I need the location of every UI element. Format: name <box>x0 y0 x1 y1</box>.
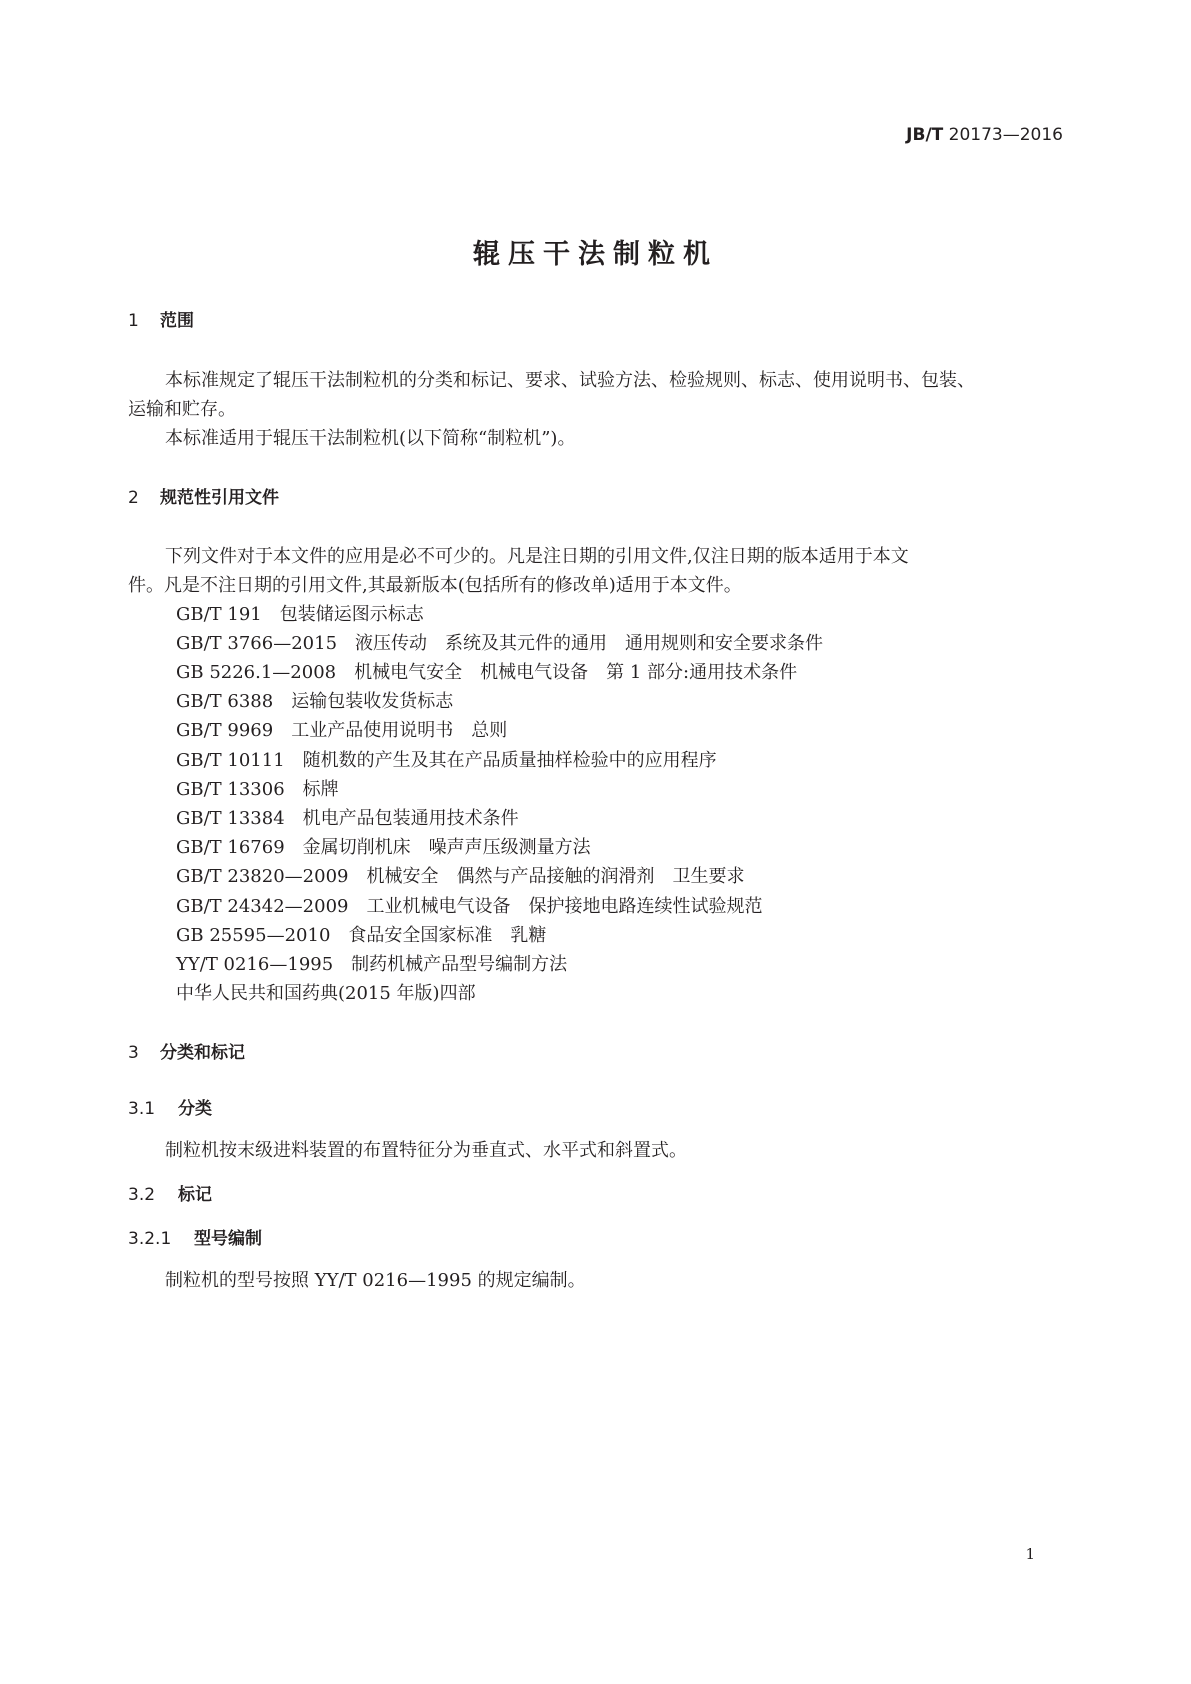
section-2-heading <box>128 483 279 508</box>
reference-item: GB/T 16769 金属切削机床 噪声声压级测量方法 <box>176 837 591 858</box>
reference-item: GB 5226.1—2008 机械电气安全 机械电气设备 第 1 部分:通用技术条件 <box>176 662 798 683</box>
section-1-para-1-line-2: 运输和贮存。 <box>128 399 236 420</box>
reference-item: GB/T 24342—2009 工业机械电气设备 保护接地电路连续性试验规范 <box>176 896 763 917</box>
section-2-intro-line-2: 件。凡是不注日期的引用文件,其最新版本(包括所有的修改单)适用于本文件。 <box>128 575 742 596</box>
reference-item: GB/T 6388 运输包装收发货标志 <box>176 691 454 712</box>
reference-item: GB/T 191 包装储运图示标志 <box>176 604 424 625</box>
section-1-title: 范围 <box>160 311 194 331</box>
section-3-2-heading <box>128 1180 212 1205</box>
section-3-2-1-heading <box>128 1224 262 1249</box>
section-2-title: 规范性引用文件 <box>160 488 279 508</box>
reference-item: GB/T 3766—2015 液压传动 系统及其元件的通用 通用规则和安全要求条件 <box>176 633 824 654</box>
reference-item: GB/T 23820—2009 机械安全 偶然与产品接触的润滑剂 卫生要求 <box>176 866 745 887</box>
section-1-number: 1 <box>128 311 139 331</box>
reference-item: GB/T 13306 标牌 <box>176 779 339 800</box>
standard-prefix: JB/T <box>906 125 944 145</box>
section-3-heading <box>128 1038 245 1063</box>
section-3-number: 3 <box>128 1043 139 1063</box>
document-title: 辊压干法制粒机 <box>473 239 718 270</box>
section-3-2-1-number: 3.2.1 <box>128 1229 172 1249</box>
section-3-title: 分类和标记 <box>160 1043 245 1063</box>
reference-item: GB/T 9969 工业产品使用说明书 总则 <box>176 720 508 741</box>
section-3-1-number: 3.1 <box>128 1099 156 1119</box>
section-2-intro-line-1: 下列文件对于本文件的应用是必不可少的。凡是注日期的引用文件,仅注日期的版本适用于本文 <box>165 546 909 567</box>
reference-item: 中华人民共和国药典(2015 年版)四部 <box>176 983 476 1004</box>
section-1-para-1-line-1: 本标准规定了辊压干法制粒机的分类和标记、要求、试验方法、检验规则、标志、使用说明书、包装、 <box>165 370 975 391</box>
reference-item: GB/T 10111 随机数的产生及其在产品质量抽样检验中的应用程序 <box>176 750 717 771</box>
standard-number: 20173—2016 <box>948 125 1063 145</box>
reference-item: YY/T 0216—1995 制药机械产品型号编制方法 <box>176 954 568 975</box>
section-3-2-1-title: 型号编制 <box>194 1229 262 1249</box>
page-number: 1 <box>1025 1545 1035 1563</box>
section-3-1-title: 分类 <box>178 1099 212 1119</box>
section-2-number: 2 <box>128 488 139 508</box>
section-1-para-2: 本标准适用于辊压干法制粒机(以下简称“制粒机”)。 <box>165 428 576 449</box>
section-3-2-title: 标记 <box>178 1185 212 1205</box>
section-1-heading <box>128 306 194 331</box>
reference-item: GB 25595—2010 食品安全国家标准 乳糖 <box>176 925 547 946</box>
section-3-2-1-text: 制粒机的型号按照 YY/T 0216—1995 的规定编制。 <box>165 1270 586 1291</box>
section-3-2-number: 3.2 <box>128 1185 156 1205</box>
standard-code <box>906 125 1063 145</box>
reference-item: GB/T 13384 机电产品包装通用技术条件 <box>176 808 519 829</box>
section-3-1-heading <box>128 1094 212 1119</box>
section-3-1-text: 制粒机按末级进料装置的布置特征分为垂直式、水平式和斜置式。 <box>165 1140 687 1161</box>
